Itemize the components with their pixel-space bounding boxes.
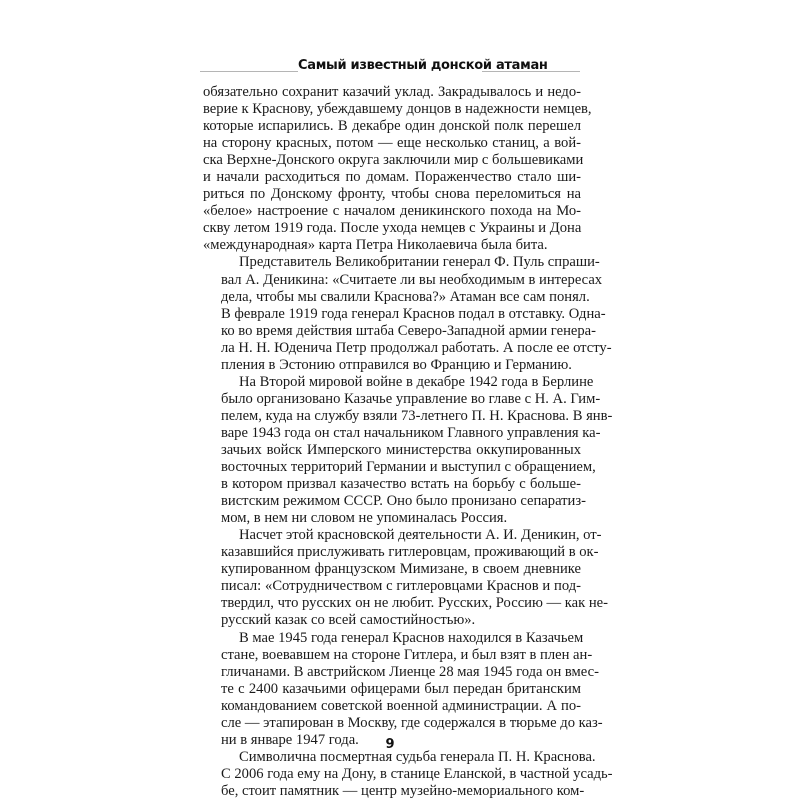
- text-line: русский казак со всей самостийностью».: [221, 612, 476, 629]
- text-line: пления в Эстонию отправился во Францию и Германию.: [221, 356, 572, 373]
- text-line: купированном французском Мимизане, в своем дневнике: [221, 561, 581, 578]
- text-line: твердил, что русских он не любит. Русских, Россию — как не-: [221, 595, 609, 612]
- paragraph: [203, 254, 612, 373]
- text-line: и начали расходиться по домам. Пораженчество стало ши-: [203, 169, 581, 186]
- text-line: варе 1943 года он стал начальником Главного управления ка-: [221, 424, 601, 441]
- text-line: сле — этапирован в Москву, где содержался в тюрьме до каз-: [221, 714, 603, 731]
- paragraph: [203, 748, 613, 800]
- text-line: ска Верхне-Донского округа заключили мир с большевиками: [203, 152, 584, 169]
- text-line: те с 2400 казачьими офицерами был передан британским: [221, 680, 581, 697]
- running-head-title: Самый известный донской атаман: [298, 58, 548, 73]
- text-line: На Второй мировой войне в декабре 1942 года в Берлине: [239, 373, 594, 390]
- text-line: мом, в нем ни словом не упоминалась Россия.: [221, 510, 508, 527]
- text-line: вистским режимом СССР. Оно было пронизано сепаратиз-: [221, 493, 586, 510]
- text-line: зачьих войск Имперского министерства оккупированных: [221, 441, 581, 458]
- text-line: «международная» карта Петра Николаевича была бита.: [203, 237, 548, 254]
- text-line: обязательно сохранит казачий уклад. Закрадывалось и недо-: [203, 84, 581, 100]
- text-line: казавшийся прислуживать гитлеровцам, проживающий в ок-: [221, 544, 599, 561]
- text-line: восточных территорий Германии и выступил с обращением,: [221, 459, 596, 476]
- text-line: риться по Донскому фронту, чтобы снова переломиться на: [203, 186, 581, 203]
- text-line: скву летом 1919 года. После ухода немцев с Украины и Дона: [203, 220, 582, 237]
- text-line: ла Н. Н. Юденича Петр продолжал работать. А после ее отсту-: [221, 339, 612, 356]
- text-line: ко во время действия штаба Северо-Западной армии генера-: [221, 322, 596, 339]
- paragraph: [203, 629, 603, 749]
- body-text: [203, 84, 613, 800]
- text-line: гличанами. В австрийском Лиенце 28 мая 1945 года он вмес-: [221, 663, 599, 680]
- text-line: бе, стоит памятник — центр музейно-мемориального ком-: [221, 782, 585, 799]
- page-number: 9: [385, 737, 395, 752]
- text-line: «белое» настроение с началом деникинского похода на Мо-: [203, 203, 581, 220]
- text-line: писал: «Сотрудничеством с гитлеровцами Краснов и под-: [221, 578, 581, 595]
- text-line: Представитель Великобритании генерал Ф. Пуль спраши-: [239, 254, 600, 271]
- running-head: [200, 57, 580, 75]
- text-line: Насчет этой красновской деятельности А. И. Деникин, от-: [239, 527, 602, 544]
- text-line: дела, чтобы мы свалили Краснова?» Атаман все сам понял.: [221, 288, 590, 305]
- text-line: верие к Краснову, убеждавшему донцов в надежности немцев,: [203, 101, 592, 118]
- running-head-rule-left: [200, 71, 298, 72]
- paragraph: [203, 527, 609, 629]
- text-line: С 2006 года ему на Дону, в станице Еланской, в частной усадь-: [221, 765, 613, 782]
- text-line: вал А. Деникина: «Считаете ли вы необходимым в интересах: [221, 271, 603, 288]
- text-line: было организовано Казачье управление во главе с Н. А. Гим-: [221, 390, 601, 407]
- paragraph: [203, 373, 613, 527]
- text-line: которые испарились. В декабре один донской полк перешел: [203, 118, 581, 135]
- text-line: Символична посмертная судьба генерала П. Н. Краснова.: [239, 748, 596, 765]
- text-line: ни в январе 1947 года.: [221, 731, 359, 748]
- text-line: на сторону красных, потом — еще несколько станиц, а вой-: [203, 135, 581, 152]
- text-line: В феврале 1919 года генерал Краснов подал в отставку. Одна-: [221, 305, 606, 322]
- text-line: В мае 1945 года генерал Краснов находился в Казачьем: [239, 629, 584, 646]
- text-line: пелем, куда на службу взяли 73-летнего П. Н. Краснова. В янв-: [221, 407, 613, 424]
- text-line: стане, воевавшем на стороне Гитлера, и был взят в плен ан-: [221, 646, 593, 663]
- paragraph: [203, 84, 592, 254]
- text-line: командованием советской военной администрации. А по-: [221, 697, 581, 714]
- text-line: в котором призвал казачество встать на борьбу с больше-: [221, 476, 581, 493]
- running-head-rule-right: [482, 71, 580, 72]
